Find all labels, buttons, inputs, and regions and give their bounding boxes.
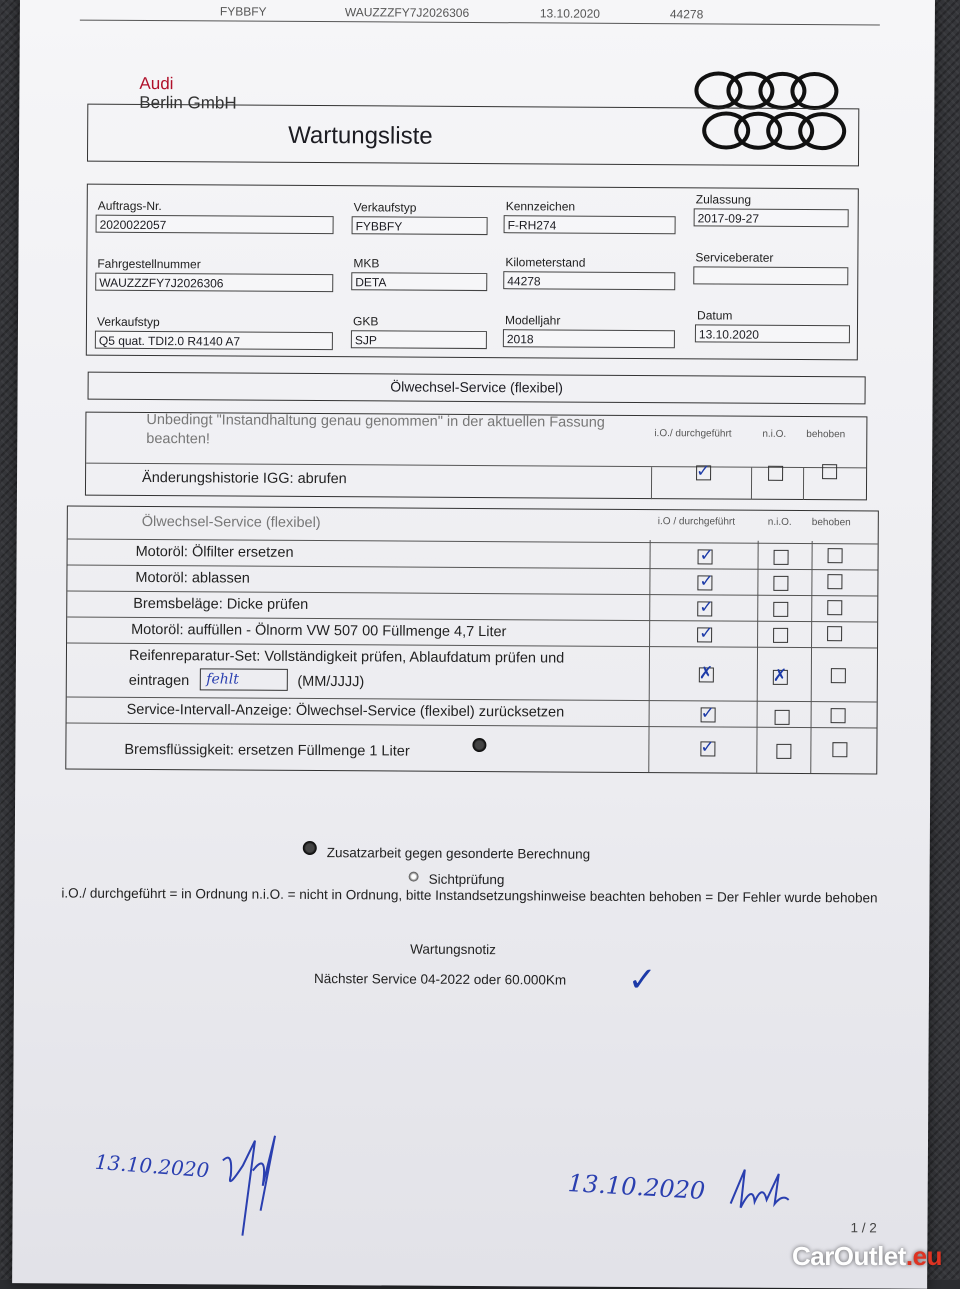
km-field: 44278	[503, 271, 675, 290]
mkb-field: DETA	[351, 272, 487, 291]
zusatzarbeit-dot-icon	[303, 841, 317, 855]
col-header-behoben-2: behoben	[811, 517, 851, 529]
fgn-label: Fahrgestellnummer	[97, 256, 201, 272]
igg-nio-checkbox[interactable]	[768, 466, 783, 481]
zulassung-label: Zulassung	[695, 192, 752, 207]
brand-name: Audi	[139, 73, 174, 94]
verkaufstyp2-field: Q5 quat. TDI2.0 R4140 A7	[95, 331, 333, 350]
col-header-nio-2: n.i.O.	[767, 516, 792, 528]
sichtpruefung-icon	[409, 872, 419, 882]
row6-nio-checkbox[interactable]	[775, 710, 790, 725]
dealer-name: Berlin GmbH	[139, 92, 237, 113]
auftrag-field: 2020022057	[96, 215, 334, 234]
modelljahr-label: Modelljahr	[504, 313, 561, 328]
wartungsnotiz-label: Wartungsnotiz	[410, 941, 497, 958]
top-strip-type: FYBBFY	[219, 4, 267, 19]
table-row	[67, 643, 877, 703]
mkb-label: MKB	[353, 256, 380, 271]
row5-suffix: (MM/JJJJ)	[297, 673, 365, 691]
col-header-nio: n.i.O.	[762, 428, 787, 440]
igg-behoben-checkbox[interactable]	[822, 464, 837, 479]
datum-label: Datum	[697, 308, 733, 323]
watermark-tld: .eu	[905, 1241, 942, 1271]
row5-line2	[129, 670, 365, 693]
service-box-header: Ölwechsel-Service (flexibel)	[141, 513, 321, 532]
fgn-field: WAUZZZFY7J2026306	[95, 273, 333, 292]
verkaufstyp-label: Verkaufstyp	[353, 200, 417, 215]
row-label: Bremsflüssigkeit: ersetzen Füllmenge 1 Liter	[124, 741, 410, 760]
legend-note: i.O./ durchgeführt = in Ordnung n.i.O. = nicht in Ordnung, bitte Instandsetzungshinweise beachten behoben = Der Fehler wurde behoben	[61, 885, 878, 906]
kennzeichen-field: F-RH274	[504, 215, 676, 234]
watermark-name: CarOutlet	[791, 1241, 906, 1271]
row-label: Motoröl: ablassen	[135, 569, 250, 587]
row7-behoben-checkbox[interactable]	[832, 742, 847, 757]
zusatzarbeit-dot-icon	[472, 738, 486, 752]
igg-hint: Unbedingt "Instandhaltung genau genommen" in der aktuellen Fassung beachten!	[146, 411, 605, 448]
table-row	[66, 723, 876, 775]
check-mark-icon: ✓	[699, 545, 714, 566]
verkaufstyp-field: FYBBFY	[352, 216, 488, 235]
cross-mark-icon: ✗	[698, 663, 714, 684]
row1-nio-checkbox[interactable]	[774, 550, 789, 565]
row-label: Bremsbeläge: Dicke prüfen	[133, 595, 309, 613]
datum-field: 13.10.2020	[695, 324, 850, 343]
igg-row-label: Änderungshistorie IGG: abrufen	[142, 469, 347, 488]
handwritten-fehlt: fehlt	[206, 671, 239, 688]
top-strip-km: 44278	[669, 7, 704, 22]
auftrag-label: Auftrags-Nr.	[97, 198, 162, 214]
row5-behoben-checkbox[interactable]	[831, 668, 846, 683]
row6-behoben-checkbox[interactable]	[831, 708, 846, 723]
zusatz-note: Zusatzarbeit gegen gesonderte Berechnung	[326, 845, 591, 862]
col-header-io: i.O./ durchgeführt	[654, 428, 732, 440]
caroutlet-watermark	[792, 1241, 942, 1272]
check-mark-icon: ✓	[700, 737, 715, 758]
row4-nio-checkbox[interactable]	[773, 628, 788, 643]
row2-behoben-checkbox[interactable]	[827, 574, 842, 589]
top-strip-date: 13.10.2020	[539, 6, 600, 21]
sicht-note: Sichtprüfung	[428, 871, 505, 888]
igg-box	[85, 412, 867, 501]
top-strip-vin: WAUZZZFY7J2026306	[344, 5, 470, 20]
row-label: Service-Intervall-Anzeige: Ölwechsel-Service (flexibel) zurücksetzen	[126, 701, 565, 721]
row2-nio-checkbox[interactable]	[773, 576, 788, 591]
verkaufstyp2-label: Verkaufstyp	[96, 314, 160, 330]
kennzeichen-label: Kennzeichen	[505, 199, 576, 214]
right-signature-icon	[723, 1164, 793, 1214]
maintenance-document	[12, 0, 935, 1289]
left-signature-date: 13.10.2020	[94, 1149, 211, 1183]
gkb-field: SJP	[351, 330, 487, 349]
row-label: Reifenreparatur-Set: Vollständigkeit prüfen, Ablaufdatum prüfen und	[128, 647, 565, 667]
naechster-service: Nächster Service 04-2022 oder 60.000Km	[313, 971, 567, 988]
service-items-box	[65, 506, 879, 775]
row-label: Motoröl: auffüllen - Ölnorm VW 507 00 Füllmenge 4,7 Liter	[131, 621, 507, 641]
check-mark-icon: ✓	[699, 623, 714, 644]
section-title-bar: Ölwechsel-Service (flexibel)	[88, 372, 866, 405]
check-mark-icon: ✓	[699, 597, 714, 618]
row1-behoben-checkbox[interactable]	[828, 548, 843, 563]
row3-behoben-checkbox[interactable]	[827, 600, 842, 615]
title-box	[87, 104, 859, 167]
check-mark-icon: ✓	[696, 461, 711, 482]
check-mark-icon: ✓	[700, 703, 715, 724]
row3-nio-checkbox[interactable]	[773, 602, 788, 617]
page-number: 1 / 2	[850, 1220, 877, 1236]
vehicle-info-box	[86, 184, 859, 361]
page-title: Wartungsliste	[288, 121, 433, 150]
zulassung-field: 2017-09-27	[694, 208, 849, 227]
col-header-behoben: behoben	[806, 429, 846, 441]
modelljahr-field: 2018	[503, 329, 675, 348]
expiry-date-field[interactable]	[199, 668, 287, 691]
top-strip	[80, 0, 880, 25]
check-mark-icon: ✓	[627, 959, 657, 1001]
row4-behoben-checkbox[interactable]	[827, 626, 842, 641]
right-signature-date: 13.10.2020	[567, 1169, 706, 1205]
serviceberater-label: Serviceberater	[695, 250, 774, 265]
serviceberater-field	[693, 266, 848, 285]
row-label: Motoröl: Ölfilter ersetzen	[135, 543, 294, 561]
row5-prefix: eintragen	[128, 672, 190, 690]
igg-row	[86, 463, 866, 501]
check-mark-icon: ✓	[699, 571, 714, 592]
cross-mark-icon: ✗	[772, 665, 788, 686]
gkb-label: GKB	[352, 314, 379, 329]
col-header-io-2: i.O / durchgeführt	[657, 516, 736, 528]
row7-nio-checkbox[interactable]	[776, 744, 791, 759]
km-label: Kilometerstand	[505, 255, 586, 270]
